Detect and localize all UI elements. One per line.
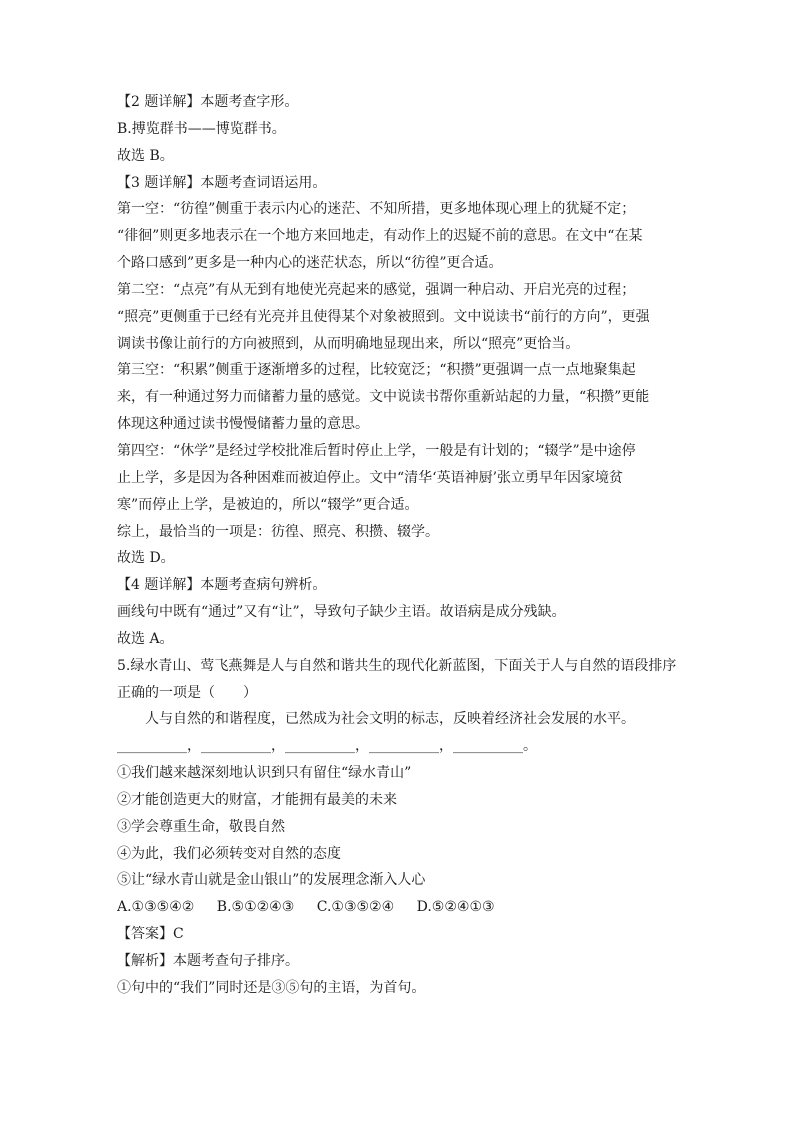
q3-blank2-line3: 调读书像让前行的方向被照到，从而明确地显现出来，所以“照亮”更恰当。 <box>117 335 580 352</box>
q3-blank2-line1: 第二空：“点亮”有从无到有地使光亮起来的感觉，强调一种启动、开启光亮的过程； <box>117 281 636 298</box>
option-b: B.⑤①②④③ <box>216 899 295 916</box>
q2-choice: 故选 B。 <box>117 147 174 164</box>
q5-stem-line1: 5.绿水青山、莺飞燕舞是人与自然和谐共生的现代化新蓝图，下面关于人与自然的语段排序 <box>117 657 677 674</box>
q5-answer: 【答案】C <box>117 926 184 943</box>
q3-blank3-line1: 第三空：“积累”侧重于逐渐增多的过程，比较宽泛；“积攒”更强调一点一点地聚集起 <box>117 362 636 379</box>
document-page <box>117 92 677 1005</box>
q5-sentence-4: ④为此，我们必须转变对自然的态度 <box>117 845 341 862</box>
q5-passage: 人与自然的和谐程度，已然成为社会文明的标志，反映着经济社会发展的水平。 <box>145 711 635 728</box>
option-d: D.⑤②④①③ <box>416 899 495 916</box>
q5-sentence-3: ③学会尊重生命，敬畏自然 <box>117 818 285 835</box>
option-c: C.①③⑤②④ <box>316 899 395 916</box>
q3-choice: 故选 D。 <box>117 550 175 567</box>
heading-q4: 【4 题详解】本题考查病句辨析。 <box>117 577 327 594</box>
q4-choice: 故选 A。 <box>117 630 174 647</box>
q3-blank3-line3: 体现这种通过读书慢慢储蓄力量的意思。 <box>117 416 369 433</box>
q3-blank1-line1: 第一空：“彷徨”侧重于表示内心的迷茫、不知所措，更多地体现心理上的犹疑不定； <box>117 201 636 218</box>
q5-sentence-2: ②才能创造更大的财富，才能拥有最美的未来 <box>117 791 397 808</box>
q3-blank1-line2: “徘徊”则更多地表示在一个地方来回地走，有动作上的迟疑不前的意思。在文中“在某 <box>117 228 643 245</box>
heading-q2: 【2 题详解】本题考查字形。 <box>117 94 299 110</box>
q3-blank4-line3: 寒”而停止上学，是被迫的，所以“辍学”更合适。 <box>117 496 419 513</box>
q2-correction: B.搏览群书——博览群书。 <box>117 120 286 137</box>
q5-sentence-1: ①我们越来越深刻地认识到只有留住“绿水青山” <box>117 765 412 782</box>
heading-q3: 【3 题详解】本题考查词语运用。 <box>117 174 327 191</box>
q3-blank2-line2: “照亮”更侧重于已经有光亮并且使得某个对象被照到。文中说读书“前行的方向”，更强 <box>117 308 650 325</box>
q3-summary: 综上，最恰当的一项是：彷徨、照亮、积攒、辍学。 <box>117 523 439 540</box>
q3-blank4-line1: 第四空：“休学”是经过学校批准后暂时停止上学，一般是有计划的；“辍学”是中途停 <box>117 442 636 459</box>
q3-blank3-line2: 来，有一种通过努力而储蓄力量的感觉。文中说读书帮你重新站起的力量，“积攒”更能 <box>117 389 650 406</box>
q5-blanks: __________，__________，__________，__________，__________。 <box>117 738 537 755</box>
q3-blank1-line3: 个路口感到”更多是一种内心的迷茫状态，所以“彷徨”更合适。 <box>117 255 503 272</box>
option-a: A.①③⑤④② <box>117 899 195 916</box>
q3-blank4-line2: 止上学，多是因为各种困难而被迫停止。文中“清华‘英语神厨’张立勇早年因家境贫 <box>117 469 624 486</box>
q5-options <box>117 897 677 917</box>
q5-analysis-line1: ①句中的“我们”同时还是③⑤句的主语，为首句。 <box>117 979 426 996</box>
q5-stem-line2: 正确的一项是（ ） <box>117 684 257 701</box>
q5-sentence-5: ⑤让“绿水青山就是金山银山”的发展理念渐入人心 <box>117 872 426 889</box>
q5-analysis-heading: 【解析】本题考查句子排序。 <box>117 953 299 969</box>
q4-explanation: 画线句中既有“通过”又有“让”，导致句子缺少主语。故语病是成分残缺。 <box>117 604 566 621</box>
